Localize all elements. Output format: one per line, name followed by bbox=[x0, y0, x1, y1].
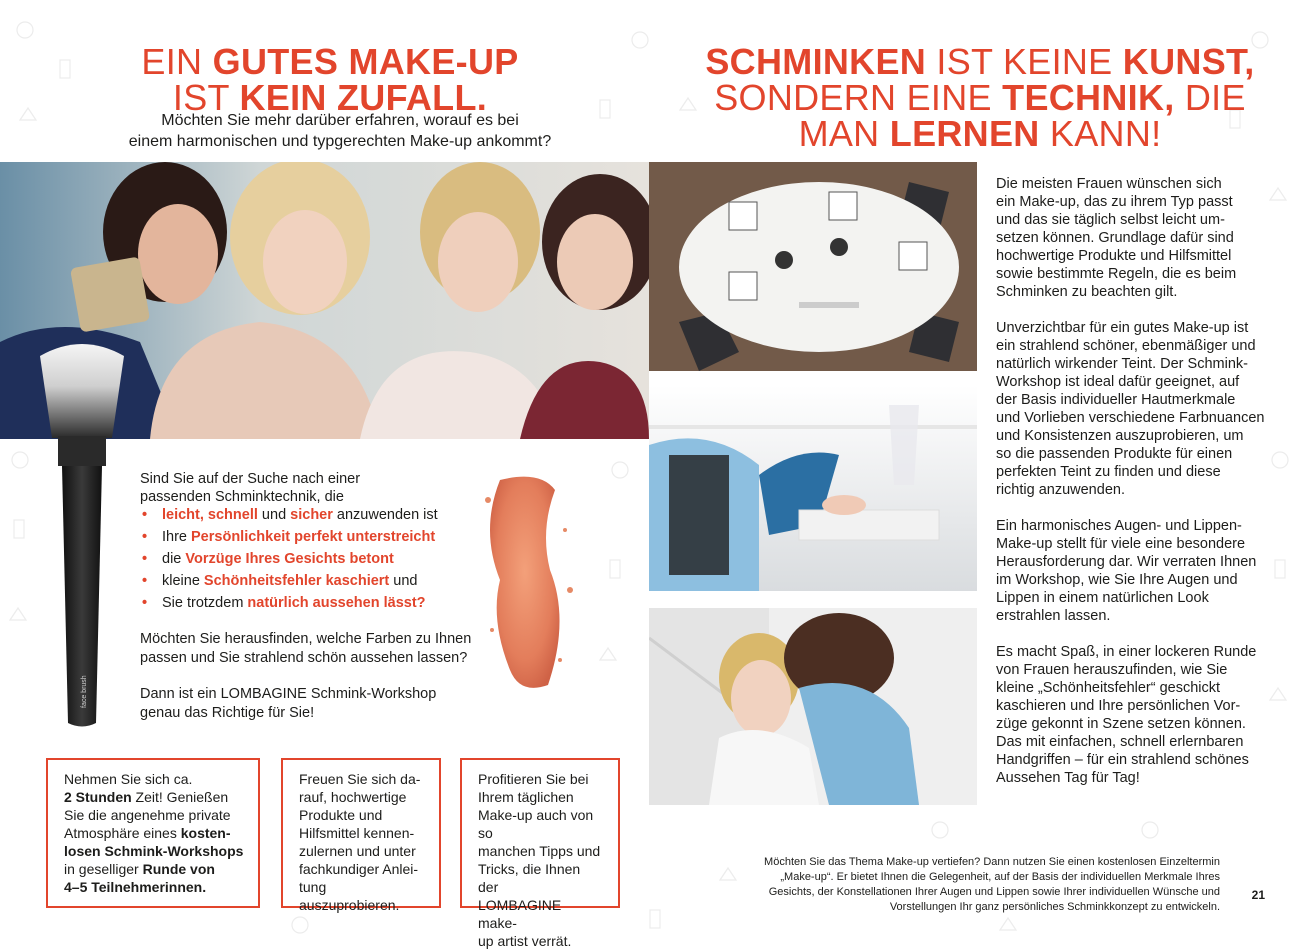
left-heading: EIN GUTES MAKE-UP IST KEIN ZUFALL. bbox=[141, 41, 519, 118]
makeup-application-photo bbox=[649, 608, 977, 805]
info-box-products: Freuen Sie sich da- rauf, hochwertige Produkte und Hilfsmittel kennen- zulernen und unter fachkundiger Anlei- tung auszuprobieren. bbox=[281, 758, 441, 908]
paragraph-intro: Die meisten Frauen wünschen sich ein Make-up, das zu ihrem Typ passt und das sie täglich selbst leicht um- setzen können. Grundlage dafür sind hochwertige Produkte und Hilfsmittel sowie bestimmte Regeln, die es beim Schminken zu beachten gilt. bbox=[996, 176, 1237, 300]
info-box-tips: Profitieren Sie bei Ihrem täglichen Make-up auch von so manchen Tipps und Tricks, die Ihnen der LOMBAGINE make- up artist verrät. bbox=[460, 758, 620, 908]
list-item: • die Vorzüge Ihres Gesichts betont bbox=[142, 551, 394, 567]
benefits-list bbox=[140, 506, 470, 616]
list-item: • leicht, schnell und sicher anzuwenden ist bbox=[142, 507, 438, 523]
powder-swatch-image bbox=[470, 470, 580, 695]
makeup-brush-image bbox=[32, 338, 132, 728]
right-heading: SCHMINKEN IST KEINE KUNST, SONDERN EINE TECHNIK, DIE MAN LERNEN KANN! bbox=[705, 41, 1255, 154]
workshop-paragraph: Dann ist ein LOMBAGINE Schmink-Workshop genau das Richtige für Sie! bbox=[140, 686, 437, 721]
table-top-view-photo bbox=[649, 162, 977, 371]
makeup-table-photo bbox=[649, 385, 977, 591]
colors-paragraph: Möchten Sie herausfinden, welche Farben zu Ihnen passen und Sie strahlend schön aussehen lassen? bbox=[140, 631, 472, 666]
brush-label: face brush bbox=[81, 675, 88, 708]
right-column-text bbox=[996, 175, 1266, 805]
left-subheading: Möchten Sie mehr darüber erfahren, worauf es bei einem harmonischen und typgerechten Make-up ankommt? bbox=[128, 112, 552, 150]
list-item: • Sie trotzdem natürlich aussehen lässt? bbox=[142, 595, 426, 611]
page-number: 21 bbox=[1251, 888, 1265, 902]
paragraph-fun: Es macht Spaß, in einer lockeren Runde von Frauen herauszufinden, wie Sie kleine „Schönheitsfehler“ geschickt kaschieren und Ihre persönlichen Vor- züge gekonnt in Szene setzen können. Das mit einfachen, schnell erlernbaren Handgriffen – für ein strahlend schönes Aussehen Tag für Tag! bbox=[996, 644, 1257, 786]
footer-note: Möchten Sie das Thema Make-up vertiefen? Dann nutzen Sie einen kostenlosen Einzeltermin „Make-up“. Er bietet Ihnen die Gelegenheit, auf der Basis der individuellen Merkmale Ihres Gesichts, der Konstellationen Ihrer Augen und Lippen sowie Ihrer individuellen Wünsche und Vorstellungen Ihr ganz persönliches Schminkkonzept zu entwickeln. bbox=[764, 856, 1220, 913]
list-item: • kleine Schönheitsfehler kaschiert und bbox=[142, 573, 418, 589]
intro-text: Sind Sie auf der Suche nach einer passenden Schminktechnik, die bbox=[140, 471, 361, 505]
paragraph-eyes-lips: Ein harmonisches Augen- und Lippen- Make-up stellt für viele eine besondere Herausforderung dar. Wir verraten Ihnen im Workshop, wie Sie Ihre Augen und Lippen in einem natürlichen Look erstrahlen lassen. bbox=[996, 518, 1257, 624]
paragraph-teint: Unverzichtbar für ein gutes Make-up ist ein strahlend schöner, ebenmäßiger und natürlich wirkender Teint. Der Schmink- Workshop ist ideal dafür geeignet, auf der Basis individueller Hautmerkmale und Vorlieben verschiedene Farbnuancen und Konsistenzen auszuprobieren, um so die passenden Produkte für einen perfekten Teint zu finden und diese richtig anzuwenden. bbox=[996, 320, 1265, 498]
info-box-duration: Nehmen Sie sich ca. 2 Stunden Zeit! Genießen Sie die angenehme private Atmosphäre eines kosten- losen Schmink-Workshops in geselliger Runde von 4–5 Teilnehmerinnen. bbox=[46, 758, 260, 908]
list-item: • Ihre Persönlichkeit perfekt unterstreicht bbox=[142, 529, 436, 545]
